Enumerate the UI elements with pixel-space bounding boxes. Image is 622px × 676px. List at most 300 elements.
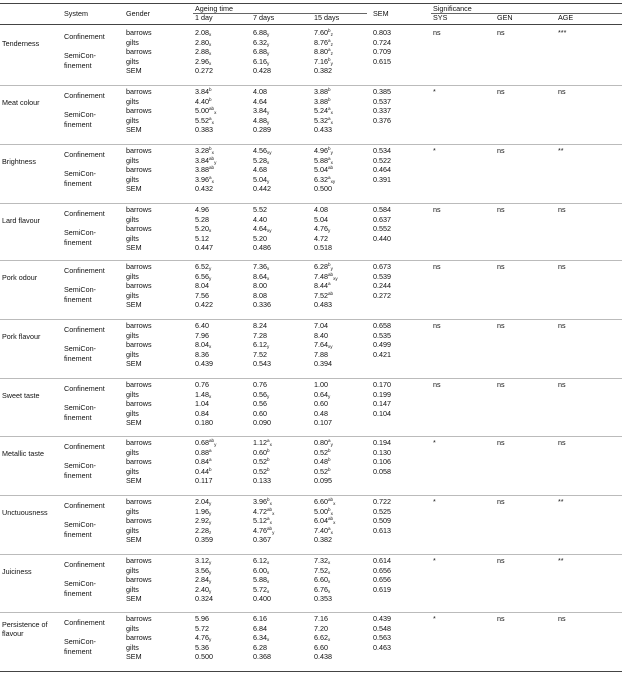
value: 6.88 bbox=[253, 47, 267, 57]
cell-gender: gilts bbox=[126, 525, 139, 535]
cell-sem: 0.464 bbox=[373, 165, 391, 175]
cell-sem: 0.548 bbox=[373, 623, 391, 633]
cell-d7 bbox=[253, 28, 269, 37]
cell-sem: 0.376 bbox=[373, 115, 391, 125]
cell-system: finement bbox=[64, 646, 92, 656]
value: 2.96 bbox=[195, 56, 209, 66]
subscript: x bbox=[267, 637, 270, 643]
cell-gender: barrows bbox=[126, 87, 152, 96]
subscript: x bbox=[330, 159, 333, 165]
cell-d15 bbox=[314, 418, 332, 427]
value: 4.64 bbox=[253, 96, 267, 106]
cell-sem: 0.509 bbox=[373, 516, 391, 526]
subscript: z bbox=[209, 529, 212, 535]
subscript: z bbox=[330, 32, 333, 37]
value: 8.40 bbox=[314, 330, 328, 340]
cell-sem: 0.385 bbox=[373, 87, 391, 96]
value: 8.24 bbox=[253, 321, 267, 330]
cell-d15 bbox=[314, 156, 333, 165]
cell-sem: 0.563 bbox=[373, 633, 391, 643]
block-separator bbox=[0, 612, 622, 613]
value: 6.60 bbox=[314, 575, 328, 585]
cell-gender: barrows bbox=[126, 614, 152, 623]
value: 0.500 bbox=[195, 652, 213, 662]
cell-gender: gilts bbox=[126, 271, 139, 281]
cell-d7 bbox=[253, 291, 267, 300]
cell-sem: 0.535 bbox=[373, 330, 391, 340]
cell-d1 bbox=[195, 262, 211, 271]
cell-d1 bbox=[195, 350, 209, 359]
cell-gender: barrows bbox=[126, 47, 152, 57]
cell-d1 bbox=[195, 556, 211, 565]
attribute-name: Persistence of flavour bbox=[2, 620, 48, 638]
cell-d1 bbox=[195, 97, 212, 106]
cell-gender: SEM bbox=[126, 652, 142, 662]
cell-d1 bbox=[195, 457, 212, 466]
cell-system: finement bbox=[64, 178, 92, 188]
value: 6.60 bbox=[314, 642, 328, 652]
cell-gender: SEM bbox=[126, 66, 142, 76]
superscript: a bbox=[328, 106, 331, 112]
significance-age: ns bbox=[558, 205, 566, 214]
cell-gender: gilts bbox=[126, 37, 139, 47]
cell-d1 bbox=[195, 476, 212, 485]
cell-system: Confinement bbox=[64, 266, 105, 275]
block-separator bbox=[0, 85, 622, 86]
cell-d1 bbox=[195, 175, 214, 184]
cell-sem: 0.722 bbox=[373, 497, 391, 506]
value: 0.48 bbox=[314, 457, 328, 467]
subscript: xy bbox=[330, 178, 336, 184]
value: 0.180 bbox=[195, 418, 213, 428]
value: 4.08 bbox=[314, 205, 328, 214]
superscript: b bbox=[209, 146, 212, 151]
cell-d1 bbox=[195, 331, 209, 340]
cell-sem: 0.673 bbox=[373, 262, 391, 271]
cell-d15 bbox=[314, 224, 330, 233]
superscript: a bbox=[209, 115, 212, 121]
block-separator bbox=[0, 260, 622, 261]
cell-d15 bbox=[314, 146, 333, 155]
cell-d1 bbox=[195, 234, 209, 243]
cell-d15 bbox=[314, 624, 328, 633]
cell-d15 bbox=[314, 66, 332, 75]
superscript: a bbox=[209, 457, 212, 463]
cell-gender: gilts bbox=[126, 623, 139, 633]
significance-age: ns bbox=[558, 614, 566, 623]
cell-system: SemiCon- bbox=[64, 579, 96, 589]
cell-d1 bbox=[195, 300, 213, 309]
subscript: y bbox=[267, 110, 270, 116]
value: 0.48 bbox=[314, 408, 328, 418]
cell-sem: 0.584 bbox=[373, 205, 391, 214]
value: 0.324 bbox=[195, 594, 213, 604]
value: 6.88 bbox=[253, 28, 267, 37]
subscript: z bbox=[330, 41, 333, 47]
superscript: b bbox=[267, 447, 270, 453]
cell-d15 bbox=[314, 331, 328, 340]
value: 5.72 bbox=[253, 584, 267, 594]
cell-sem: 0.552 bbox=[373, 224, 391, 234]
superscript: b bbox=[328, 447, 331, 453]
subscript: x bbox=[267, 266, 270, 271]
subscript: x bbox=[330, 529, 333, 535]
value: 0.428 bbox=[253, 66, 271, 76]
cell-d7 bbox=[253, 526, 274, 535]
value: 4.76 bbox=[314, 224, 328, 234]
subscript: x bbox=[267, 579, 270, 585]
subscript: z bbox=[330, 51, 333, 57]
superscript: b bbox=[328, 87, 331, 92]
value: 0.367 bbox=[253, 535, 271, 545]
value: 8.04 bbox=[195, 281, 209, 291]
value: 5.24 bbox=[314, 106, 328, 116]
cell-gender: SEM bbox=[126, 184, 142, 194]
cell-system: finement bbox=[64, 119, 92, 129]
subscript: x bbox=[214, 110, 217, 116]
subscript: y bbox=[214, 442, 217, 447]
subscript: x bbox=[267, 569, 270, 575]
cell-d1 bbox=[195, 624, 209, 633]
value: 3.96 bbox=[253, 497, 267, 506]
value: 0.394 bbox=[314, 359, 332, 369]
value: 0.518 bbox=[314, 243, 332, 253]
value: 0.090 bbox=[253, 418, 271, 428]
value: 1.04 bbox=[195, 399, 209, 409]
block-separator bbox=[0, 319, 622, 320]
value: 7.52 bbox=[314, 290, 328, 300]
cell-d15 bbox=[314, 390, 330, 399]
significance-sys: * bbox=[433, 438, 436, 447]
superscript: a bbox=[328, 174, 331, 180]
cell-gender: SEM bbox=[126, 594, 142, 604]
subscript: x bbox=[269, 520, 272, 526]
cell-sem: 0.440 bbox=[373, 233, 391, 243]
attribute-name: Pork odour bbox=[2, 273, 38, 282]
value: 0.382 bbox=[314, 535, 332, 545]
cell-sem: 0.170 bbox=[373, 380, 391, 389]
block-separator bbox=[0, 436, 622, 437]
cell-d7 bbox=[253, 243, 271, 252]
significance-age: ns bbox=[558, 438, 566, 447]
value: 4.88 bbox=[253, 115, 267, 125]
subscript: y bbox=[330, 60, 333, 66]
value: 6.28 bbox=[314, 262, 328, 271]
value: 0.52 bbox=[314, 447, 328, 457]
value: 8.08 bbox=[253, 290, 267, 300]
value: 1.96 bbox=[195, 506, 209, 516]
cell-d1 bbox=[195, 380, 209, 389]
cell-gender: gilts bbox=[126, 96, 139, 106]
superscript: a bbox=[328, 115, 331, 121]
subscript: x bbox=[328, 569, 331, 575]
superscript: b bbox=[328, 466, 331, 472]
subscript: y bbox=[209, 520, 212, 526]
value: 8.80 bbox=[314, 47, 328, 57]
cell-gender: gilts bbox=[126, 214, 139, 224]
value: 8.44 bbox=[314, 281, 328, 291]
value: 6.16 bbox=[253, 56, 267, 66]
subscript: x bbox=[330, 119, 333, 125]
value: 0.56 bbox=[253, 389, 267, 399]
subscript: y bbox=[328, 228, 331, 234]
attribute-name: Unctuousness bbox=[2, 508, 48, 517]
cell-sem: 0.199 bbox=[373, 389, 391, 399]
cell-d7 bbox=[253, 497, 272, 506]
cell-system: finement bbox=[64, 588, 92, 598]
cell-system: finement bbox=[64, 353, 92, 363]
cell-d1 bbox=[195, 575, 211, 584]
superscript: ab bbox=[209, 438, 215, 443]
value: 3.84 bbox=[195, 87, 209, 96]
value: 0.133 bbox=[253, 476, 271, 486]
subscript: x bbox=[330, 110, 333, 116]
header-gender: Gender bbox=[126, 9, 150, 18]
value: 0.44 bbox=[195, 466, 209, 476]
superscript: b bbox=[328, 457, 331, 463]
value: 4.40 bbox=[195, 96, 209, 106]
value: 5.28 bbox=[195, 214, 209, 224]
cell-d7 bbox=[253, 87, 267, 96]
cell-gender: gilts bbox=[126, 506, 139, 516]
subscript: x bbox=[272, 510, 275, 516]
value: 0.500 bbox=[314, 184, 332, 194]
superscript: ab bbox=[267, 506, 273, 512]
block-separator bbox=[0, 554, 622, 555]
cell-gender: SEM bbox=[126, 359, 142, 369]
value: 6.32 bbox=[253, 37, 267, 47]
value: 3.84 bbox=[195, 155, 209, 165]
value: 4.76 bbox=[253, 525, 267, 535]
cell-d15 bbox=[314, 300, 332, 309]
value: 1.48 bbox=[195, 389, 209, 399]
cell-d7 bbox=[253, 575, 269, 584]
cell-d15 bbox=[314, 476, 332, 485]
cell-system: finement bbox=[64, 294, 92, 304]
attribute-name: Lard flavour bbox=[2, 216, 40, 225]
value: 0.80 bbox=[314, 438, 328, 447]
cell-sem: 0.147 bbox=[373, 399, 391, 409]
cell-sem: 0.656 bbox=[373, 575, 391, 585]
value: 6.56 bbox=[195, 271, 209, 281]
cell-system: SemiCon- bbox=[64, 228, 96, 238]
value: 0.439 bbox=[195, 359, 213, 369]
subscript: y bbox=[214, 159, 217, 165]
value: 0.543 bbox=[253, 359, 271, 369]
cell-d15 bbox=[314, 399, 328, 408]
cell-gender: barrows bbox=[126, 205, 152, 214]
subscript: x bbox=[330, 510, 333, 516]
cell-d15 bbox=[314, 457, 331, 466]
cell-system: finement bbox=[64, 529, 92, 539]
value: 2.40 bbox=[195, 584, 209, 594]
significance-sys: * bbox=[433, 497, 436, 506]
cell-gender: barrows bbox=[126, 262, 152, 271]
cell-d1 bbox=[195, 507, 211, 516]
cell-d1 bbox=[195, 594, 213, 603]
subscript: x bbox=[209, 41, 212, 47]
cell-d7 bbox=[253, 390, 269, 399]
cell-d7 bbox=[253, 272, 269, 281]
header-gen: GEN bbox=[497, 13, 513, 22]
cell-d15 bbox=[314, 87, 331, 96]
value: 0.52 bbox=[253, 466, 267, 476]
value: 0.382 bbox=[314, 66, 332, 76]
cell-d7 bbox=[253, 175, 269, 184]
cell-d7 bbox=[253, 156, 269, 165]
cell-d15 bbox=[314, 175, 335, 184]
value: 4.96 bbox=[195, 205, 209, 214]
cell-d7 bbox=[253, 359, 271, 368]
significance-gen: ns bbox=[497, 28, 505, 37]
value: 0.60 bbox=[253, 447, 267, 457]
value: 0.56 bbox=[253, 399, 267, 409]
cell-d7 bbox=[253, 633, 269, 642]
cell-gender: gilts bbox=[126, 466, 139, 476]
value: 5.00 bbox=[195, 106, 209, 116]
cell-d15 bbox=[314, 516, 335, 525]
value: 7.52 bbox=[253, 349, 267, 359]
value: 0.68 bbox=[195, 438, 209, 447]
superscript: b bbox=[209, 96, 212, 102]
significance-gen: ns bbox=[497, 146, 505, 155]
cell-sem: 0.522 bbox=[373, 155, 391, 165]
subscript: y bbox=[209, 637, 212, 643]
cell-gender: barrows bbox=[126, 224, 152, 234]
superscript: b bbox=[267, 457, 270, 463]
significance-age: ** bbox=[558, 497, 564, 506]
cell-d1 bbox=[195, 418, 213, 427]
subscript: y bbox=[330, 266, 333, 271]
cell-d1 bbox=[195, 652, 213, 661]
value: 2.08 bbox=[195, 28, 209, 37]
block-separator bbox=[0, 378, 622, 379]
value: 3.56 bbox=[195, 565, 209, 575]
value: 6.12 bbox=[253, 340, 267, 350]
cell-gender: barrows bbox=[126, 106, 152, 116]
cell-sem: 0.194 bbox=[373, 438, 391, 447]
cell-d15 bbox=[314, 234, 328, 243]
header-sem: SEM bbox=[373, 9, 389, 18]
significance-age: ns bbox=[558, 321, 566, 330]
header-ageing-time: Ageing time bbox=[195, 4, 233, 13]
value: 5.20 bbox=[195, 224, 209, 234]
cell-d7 bbox=[253, 594, 271, 603]
cell-d1 bbox=[195, 390, 211, 399]
value: 3.84 bbox=[253, 106, 267, 116]
cell-sem: 0.104 bbox=[373, 408, 391, 418]
value: 0.368 bbox=[253, 652, 271, 662]
value: 2.80 bbox=[195, 37, 209, 47]
superscript: ab bbox=[209, 165, 215, 171]
cell-system: Confinement bbox=[64, 384, 105, 393]
value: 2.92 bbox=[195, 516, 209, 526]
value: 3.12 bbox=[195, 556, 209, 565]
cell-gender: barrows bbox=[126, 146, 152, 155]
value: 6.60 bbox=[314, 497, 328, 506]
header-age: AGE bbox=[558, 13, 574, 22]
cell-d7 bbox=[253, 57, 269, 66]
value: 6.34 bbox=[253, 633, 267, 643]
subscript: y bbox=[267, 60, 270, 66]
cell-d15 bbox=[314, 116, 333, 125]
cell-gender: barrows bbox=[126, 516, 152, 526]
cell-gender: barrows bbox=[126, 457, 152, 467]
value: 0.64 bbox=[314, 389, 328, 399]
value: 6.76 bbox=[314, 584, 328, 594]
cell-system: Confinement bbox=[64, 209, 105, 218]
value: 5.52 bbox=[253, 205, 267, 214]
cell-system: Confinement bbox=[64, 91, 105, 100]
subscript: x bbox=[269, 501, 272, 506]
cell-d15 bbox=[314, 281, 331, 290]
subscript: x bbox=[209, 60, 212, 66]
cell-system: Confinement bbox=[64, 150, 105, 159]
subscript: x bbox=[211, 178, 214, 184]
cell-system: SemiCon- bbox=[64, 169, 96, 179]
value: 8.64 bbox=[253, 271, 267, 281]
value: 4.76 bbox=[195, 633, 209, 643]
subscript: y bbox=[209, 588, 212, 594]
value: 0.353 bbox=[314, 594, 332, 604]
value: 0.60 bbox=[253, 408, 267, 418]
cell-system: SemiCon- bbox=[64, 520, 96, 530]
superscript: a bbox=[267, 438, 270, 443]
cell-d1 bbox=[195, 643, 209, 652]
cell-sem: 0.272 bbox=[373, 290, 391, 300]
cell-sem: 0.619 bbox=[373, 584, 391, 594]
cell-gender: SEM bbox=[126, 243, 142, 253]
block-separator bbox=[0, 495, 622, 496]
subscript: x bbox=[333, 520, 336, 526]
cell-gender: SEM bbox=[126, 125, 142, 135]
cell-d7 bbox=[253, 97, 267, 106]
significance-sys: * bbox=[433, 614, 436, 623]
value: 5.96 bbox=[195, 614, 209, 623]
superscript: b bbox=[267, 497, 270, 502]
significance-gen: ns bbox=[497, 614, 505, 623]
value: 1.00 bbox=[314, 380, 328, 389]
value: 6.32 bbox=[314, 174, 328, 184]
cell-gender: barrows bbox=[126, 556, 152, 565]
cell-d15 bbox=[314, 380, 328, 389]
subscript: y bbox=[209, 275, 212, 281]
subscript: y bbox=[267, 344, 270, 350]
value: 0.60 bbox=[314, 399, 328, 409]
cell-d1 bbox=[195, 205, 209, 214]
value: 4.96 bbox=[314, 146, 328, 155]
cell-d15 bbox=[314, 165, 333, 174]
cell-d7 bbox=[253, 652, 271, 661]
significance-sys: * bbox=[433, 146, 436, 155]
cell-sem: 0.337 bbox=[373, 106, 391, 116]
value: 0.383 bbox=[195, 125, 213, 135]
subscript: x bbox=[328, 560, 331, 565]
cell-sem: 0.439 bbox=[373, 614, 391, 623]
subscript: xy bbox=[333, 275, 338, 281]
value: 0.84 bbox=[195, 408, 209, 418]
header-sys: SYS bbox=[433, 13, 448, 22]
superscript: b bbox=[328, 56, 331, 62]
superscript: b bbox=[209, 87, 212, 92]
superscript: ab bbox=[328, 497, 334, 502]
significance-sys: ns bbox=[433, 262, 441, 271]
value: 3.88 bbox=[195, 165, 209, 175]
value: 5.72 bbox=[195, 623, 209, 633]
cell-system: finement bbox=[64, 470, 92, 480]
value: 7.64 bbox=[314, 340, 328, 350]
cell-gender: gilts bbox=[126, 115, 139, 125]
